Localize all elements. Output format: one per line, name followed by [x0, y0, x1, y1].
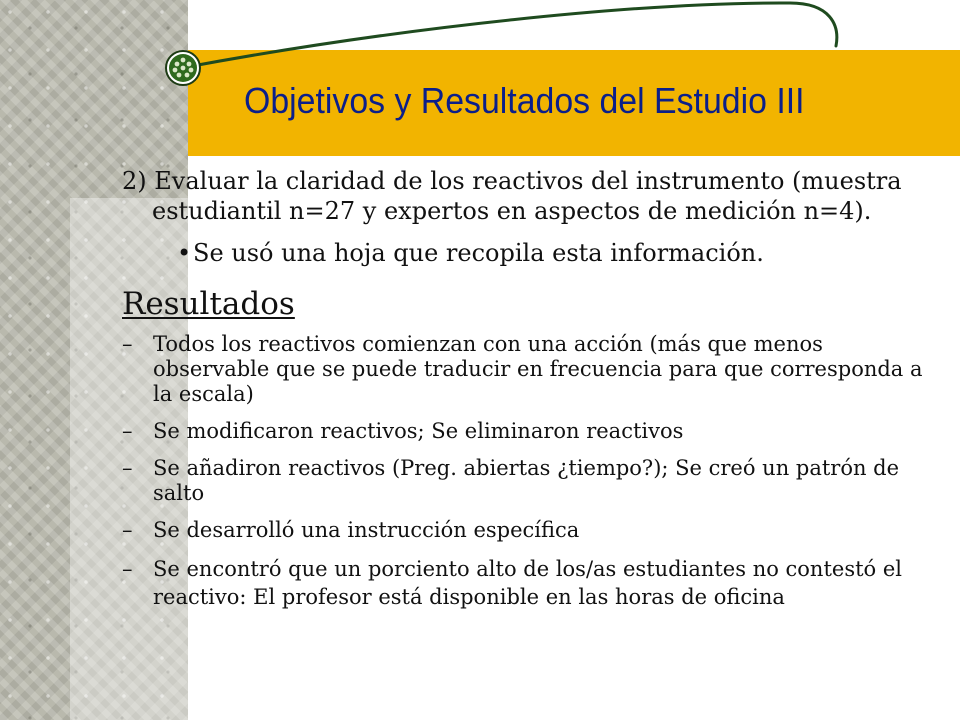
results-item: – Se encontró que un porciento alto de los/as estudiantes no contestó el reactivo: El profesor está disponible en las horas de oficina: [122, 555, 927, 611]
results-item: – Se desarrolló una instrucción específica: [122, 518, 927, 543]
sub-bullet: • Se usó una hoja que recopila esta información.: [177, 238, 927, 268]
results-item: – Todos los reactivos comienzan con una acción (más que menos observable que se puede traducir en frecuencia para que corresponda a la escala): [122, 332, 927, 407]
results-item: – Se añadiron reactivos (Preg. abiertas ¿tiempo?); Se creó un patrón de salto: [122, 456, 927, 506]
results-list: [122, 332, 927, 611]
results-heading: Resultados: [122, 286, 295, 322]
results-item: – Se modificaron reactivos; Se eliminaron reactivos: [122, 419, 927, 444]
slide-title: Objetivos y Resultados del Estudio III: [244, 80, 805, 121]
green-dot-cluster-icon: [165, 50, 201, 86]
slide-content: [122, 166, 927, 623]
objective-text: 2) Evaluar la claridad de los reactivos del instrumento (muestra estudiantil n=27 y expertos en aspectos de medición n=4).: [122, 167, 902, 225]
